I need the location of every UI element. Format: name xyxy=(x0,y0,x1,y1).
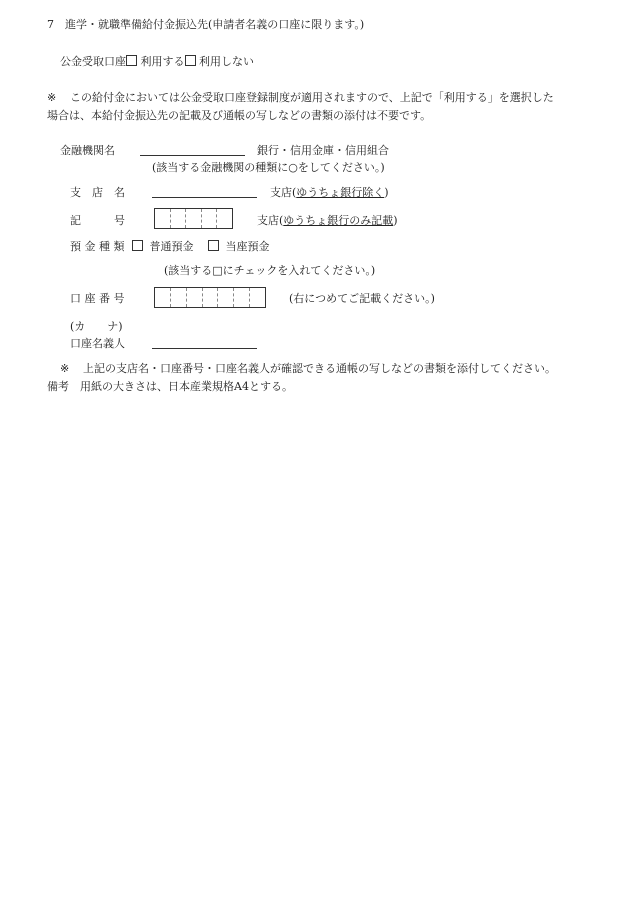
remarks-text: 用紙の大きさは、日本産業規格A4とする。 xyxy=(80,380,293,393)
public-account-row xyxy=(60,55,254,69)
ordinary-deposit-checkbox[interactable] xyxy=(132,240,143,251)
holder-kana-label: (カ ナ) xyxy=(70,320,123,333)
current-deposit-label: 当座預金 xyxy=(225,240,270,253)
remarks-label: 備考 xyxy=(47,380,69,393)
branch-name-field[interactable] xyxy=(152,197,257,198)
bank-suffix: 銀行・信用金庫・信用組合 xyxy=(257,144,389,157)
account-number-hint: (右につめてご記載ください。) xyxy=(289,292,435,305)
public-account-label: 公金受取口座 xyxy=(60,55,126,68)
public-account-nouse-checkbox[interactable] xyxy=(185,55,196,66)
note1-line1: この給付金においては公金受取口座登録制度が適用されますので、上記で「利用する」を選択した xyxy=(70,91,554,104)
branch-label: 支 店 名 xyxy=(70,186,125,199)
bank-hint: (該当する金融機関の種類に○をしてください。) xyxy=(152,161,385,174)
symbol-label: 記 号 xyxy=(70,214,125,227)
deposit-type-hint: (該当する□にチェックを入れてください。) xyxy=(164,264,376,277)
branch-suffix xyxy=(270,186,389,200)
holder-label: 口座名義人 xyxy=(70,337,125,350)
public-account-use-label: 利用する xyxy=(140,55,185,68)
symbol-suffix-prefix: 支店( xyxy=(257,214,284,227)
deposit-type-label: 預 金 種 類 xyxy=(70,240,125,253)
branch-suffix-prefix: 支店( xyxy=(270,186,297,199)
account-number-input-boxes[interactable] xyxy=(154,287,266,308)
holder-name-field[interactable] xyxy=(152,348,257,349)
note2-mark: ※ xyxy=(60,362,70,375)
current-deposit-checkbox[interactable] xyxy=(208,240,219,251)
public-account-nouse-label: 利用しない xyxy=(199,55,254,68)
symbol-suffix-end: ) xyxy=(393,214,398,227)
ordinary-deposit-label: 普通預金 xyxy=(149,240,194,253)
note1-line2: 場合は、本給付金振込先の記載及び通帳の写しなどの書類の添付は不要です。 xyxy=(47,109,432,122)
bank-label: 金融機関名 xyxy=(60,144,115,157)
note2-text: 上記の支店名・口座番号・口座名義人が確認できる通帳の写しなどの書類を添付してください。 xyxy=(83,362,556,375)
symbol-suffix xyxy=(257,214,398,228)
public-account-use-checkbox[interactable] xyxy=(126,55,137,66)
symbol-input-boxes[interactable] xyxy=(154,208,233,229)
symbol-suffix-note: ゆうちょ銀行のみ記載 xyxy=(283,214,394,227)
deposit-type-row xyxy=(70,240,270,254)
note1-mark: ※ xyxy=(47,91,57,104)
account-number-label: 口 座 番 号 xyxy=(70,292,125,305)
branch-suffix-note: ゆうちょ銀行除く xyxy=(296,186,385,199)
bank-name-field[interactable] xyxy=(140,155,245,156)
branch-suffix-end: ) xyxy=(384,186,389,199)
section-title: 7 進学・就職準備給付金振込先(申請者名義の口座に限ります。) xyxy=(47,18,365,31)
